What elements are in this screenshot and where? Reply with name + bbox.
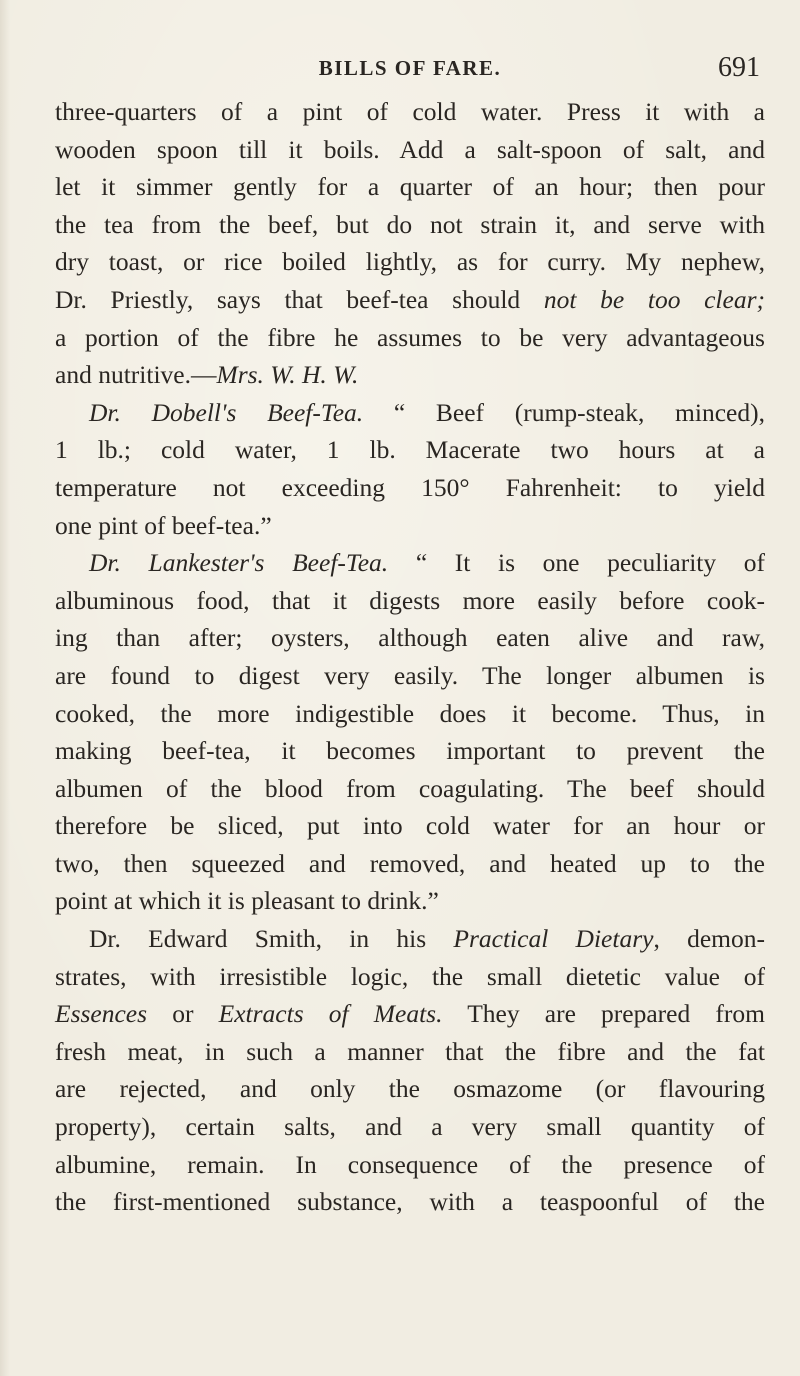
text-line [55,319,765,357]
text-line [55,394,765,432]
text-line [55,356,765,394]
text-segment: the tea from the beef, but do not strain it, and serve with [55,209,765,239]
text-segment: albumen of the blood from coagulating. The beef should [55,773,765,803]
italic-text-segment: Practical Dietary [453,924,654,954]
text-line [55,657,765,695]
text-segment: therefore be sliced, put into cold water for an hour or [55,811,765,841]
text-segment: one pint of beef-tea.” [55,510,272,540]
text-line [55,131,765,169]
page-header [60,52,760,92]
text-segment: dry toast, or rice boiled lightly, as for curry. My nephew, [55,247,765,277]
running-title: BILLS OF FARE. [318,56,502,80]
text-line [55,168,765,206]
text-line [55,507,765,545]
text-segment: Dr. Edward Smith, in his [89,924,454,954]
text-segment: making beef-tea, it becomes important to prevent the [55,736,765,766]
text-segment: two, then squeezed and removed, and heated up to the [55,848,765,878]
text-line [55,619,765,657]
text-segment: “ Beef (rump-steak, minced), [363,397,765,427]
body-text [55,93,765,1221]
text-segment: or [147,999,219,1029]
text-segment: and nutritive.— [55,360,217,390]
text-segment: let it simmer gently for a quarter of an hour; then pour [55,172,765,202]
text-line [55,882,765,920]
text-segment: cooked, the more indigestible does it become. Thus, in [55,698,765,728]
italic-text-segment: Extracts of Meats. [218,999,443,1029]
text-segment: albuminous food, that it digests more easily before cook- [55,585,765,615]
text-line [55,807,765,845]
text-line [55,732,765,770]
text-segment: are found to digest very easily. The longer albumen is [55,660,765,690]
text-segment: ing than after; oysters, although eaten alive and raw, [55,623,765,653]
text-segment: a portion of the fibre he assumes to be very advantageous [55,322,765,352]
text-line [55,770,765,808]
text-line [55,920,765,958]
text-line [55,995,765,1033]
text-segment: , demon- [653,924,765,954]
text-line [55,1183,765,1221]
text-segment: three-quarters of a pint of cold water. Press it with a [55,97,765,126]
text-line [55,469,765,507]
text-segment: temperature not exceeding 150° Fahrenheit: to yield [55,472,765,502]
text-segment: They are prepared from [442,999,765,1029]
page-edge-shadow [0,0,10,1376]
text-segment: fresh meat, in such a manner that the fibre and the fat [55,1036,765,1066]
text-segment: point at which it is pleasant to drink.” [55,886,439,916]
text-line [55,1146,765,1184]
text-line [55,206,765,244]
text-segment: strates, with irresistible logic, the small dietetic value of [55,961,765,991]
text-line [55,958,765,996]
text-line [55,1033,765,1071]
text-line [55,93,765,131]
text-segment: are rejected, and only the osmazome (or flavouring [55,1074,765,1104]
page-number: 691 [718,52,760,83]
text-line [55,243,765,281]
text-line [55,431,765,469]
text-line [55,544,765,582]
text-segment: Dr. Priestly, says that beef-tea should [55,284,544,314]
text-segment: wooden spoon till it boils. Add a salt-spoon of salt, and [55,134,765,164]
text-line [55,845,765,883]
italic-text-segment: not be too clear; [543,284,766,314]
text-segment: “ It is one peculiarity of [388,548,766,578]
text-segment: albumine, remain. In consequence of the presence of [55,1149,765,1179]
text-line [55,281,765,319]
italic-text-segment: Dr. Lankester's Beef-Tea. [89,548,389,578]
text-segment: the first-mentioned substance, with a teaspoonful of the [55,1187,765,1217]
italic-text-segment: Essences [55,999,148,1029]
italic-text-segment: Mrs. W. H. W. [216,360,359,390]
text-line [55,1070,765,1108]
text-line [55,582,765,620]
text-segment: property), certain salts, and a very small quantity of [55,1112,765,1142]
italic-text-segment: Dr. Dobell's Beef-Tea. [89,397,364,427]
text-line [55,1108,765,1146]
text-line [55,695,765,733]
text-segment: 1 lb.; cold water, 1 lb. Macerate two hours at a [55,435,765,465]
